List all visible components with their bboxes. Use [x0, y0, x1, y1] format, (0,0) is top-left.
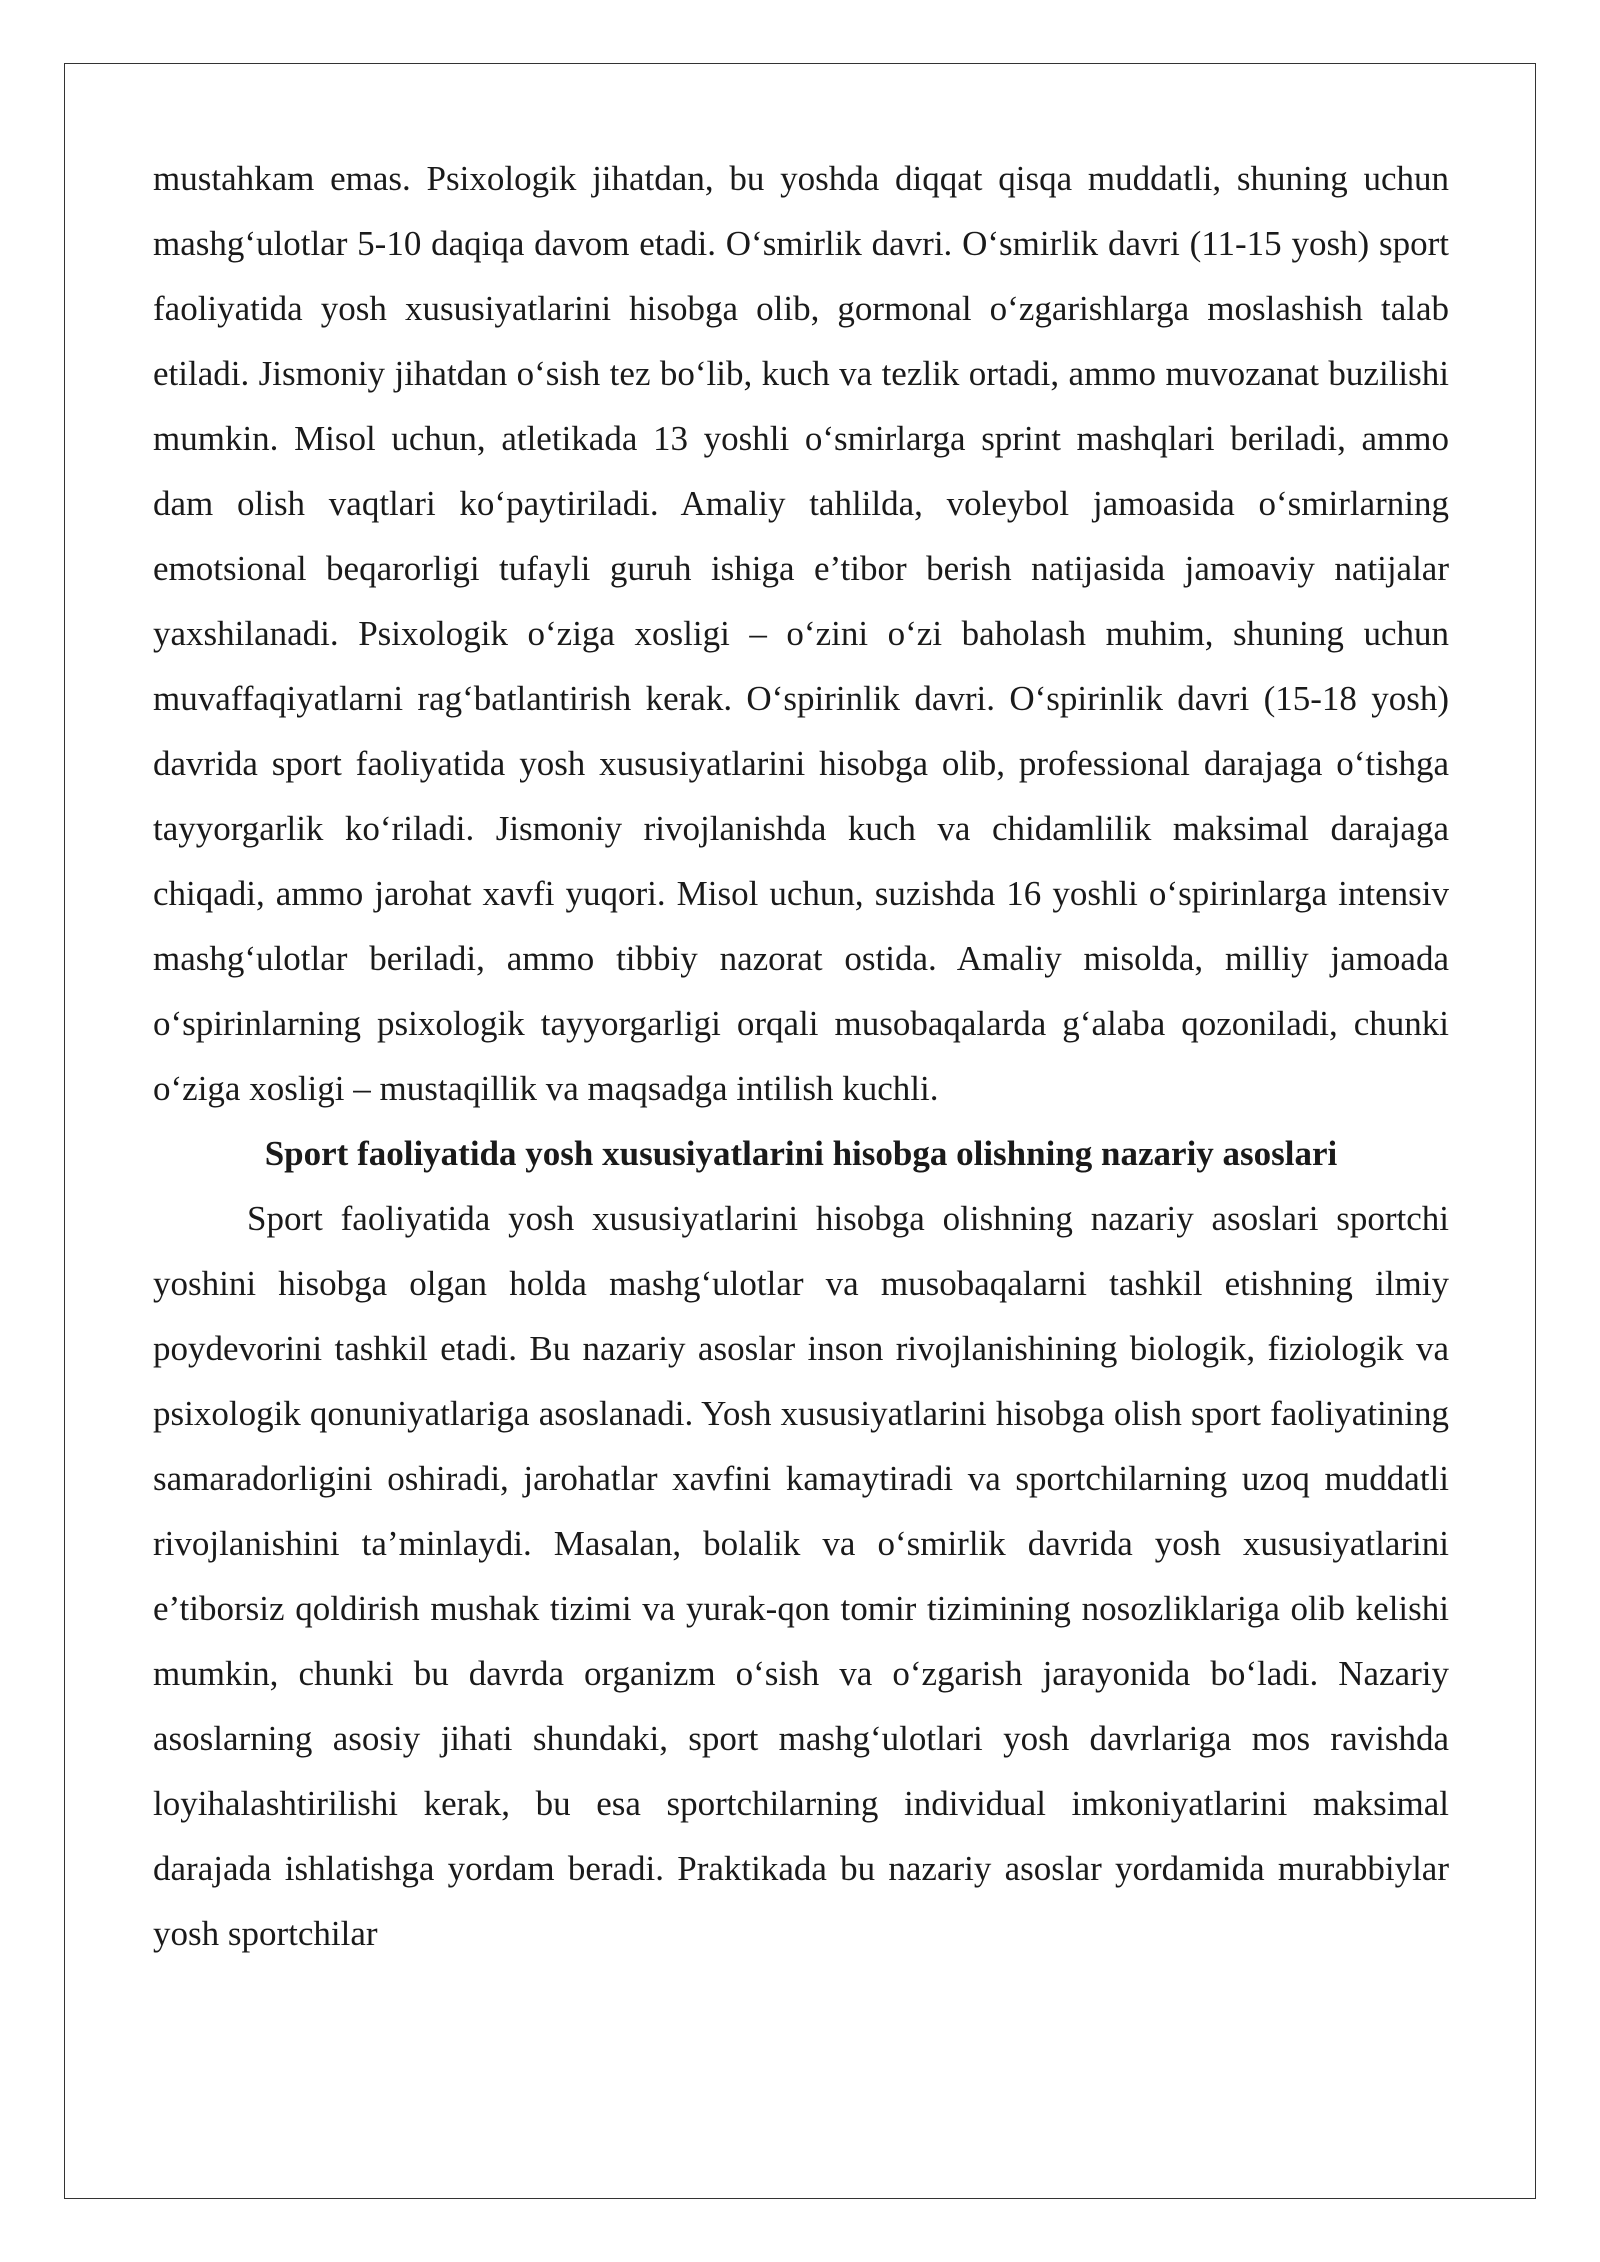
section-heading: Sport faoliyatida yosh xususiyatlarini hisobga olishning nazariy asoslari [264, 1134, 1338, 1173]
body-paragraph: mustahkam emas. Psixologik jihatdan, bu yoshda diqqat qisqa muddatli, shuning uchun mashg‘ulotlar 5-10 daqiqa davom etadi. O‘smirlik davri. O‘smirlik davri (11-15 yosh) sport faoliyatida yosh xususiyatlarini hisobga olib, gormonal o‘zgarishlarga moslashish talab etiladi. Jismoniy jihatdan o‘sish tez bo‘lib, kuch va tezlik ortadi, ammo muvozanat buzilishi mumkin. Misol uchun, atletikada 13 yoshli o‘smirlarga sprint mashqlari beriladi, ammo dam olish vaqtlari ko‘paytiriladi. Amaliy tahlilda, voleybol jamoasida o‘smirlarning emotsional beqarorligi tufayli guruh ishiga e’tibor berish natijasida jamoaviy natijalar yaxshilanadi. Psixologik o‘ziga xosligi – o‘zini o‘zi baholash muhim, shuning uchun muvaffaqiyatlarni rag‘batlantirish kerak. O‘spirinlik davri. O‘spirinlik davri (15-18 yosh) davrida sport faoliyatida yosh xususiyatlarini hisobga olib, professional darajaga o‘tishga tayyorgarlik ko‘riladi. Jismoniy rivojlanishda kuch va chidamlilik maksimal darajaga chiqadi, ammo jarohat xavfi yuqori. Misol uchun, suzishda 16 yoshli o‘spirinlarga intensiv mashg‘ulotlar beriladi, ammo tibbiy nazorat ostida. Amaliy misolda, milliy jamoada o‘spirinlarning psixologik tayyorgarligi orqali musobaqalarda g‘alaba qozoniladi, chunki o‘ziga xosligi – mustaqillik va maqsadga intilish kuchli. [153, 159, 1449, 1108]
document-body [153, 146, 1449, 1966]
section-paragraph: Sport faoliyatida yosh xususiyatlarini hisobga olishning nazariy asoslari sportchi yoshini hisobga olgan holda mashg‘ulotlar va musobaqalarni tashkil etishning ilmiy poydevorini tashkil etadi. Bu nazariy asoslar inson rivojlanishining biologik, fiziologik va psixologik qonuniyatlariga asoslanadi. Yosh xususiyatlarini hisobga olish sport faoliyatining samaradorligini oshiradi, jarohatlar xavfini kamaytiradi va sportchilarning uzoq muddatli rivojlanishini ta’minlaydi. Masalan, bolalik va o‘smirlik davrida yosh xususiyatlarini e’tiborsiz qoldirish mushak tizimi va yurak-qon tomir tizimining nosozliklariga olib kelishi mumkin, chunki bu davrda organizm o‘sish va o‘zgarish jarayonida bo‘ladi. Nazariy asoslarning asosiy jihati shundaki, sport mashg‘ulotlari yosh davrlariga mos ravishda loyihalashtirilishi kerak, bu esa sportchilarning individual imkoniyatlarini maksimal darajada ishlatishga yordam beradi. Praktikada bu nazariy asoslar yordamida murabbiylar yosh sportchilar [153, 1199, 1449, 1953]
